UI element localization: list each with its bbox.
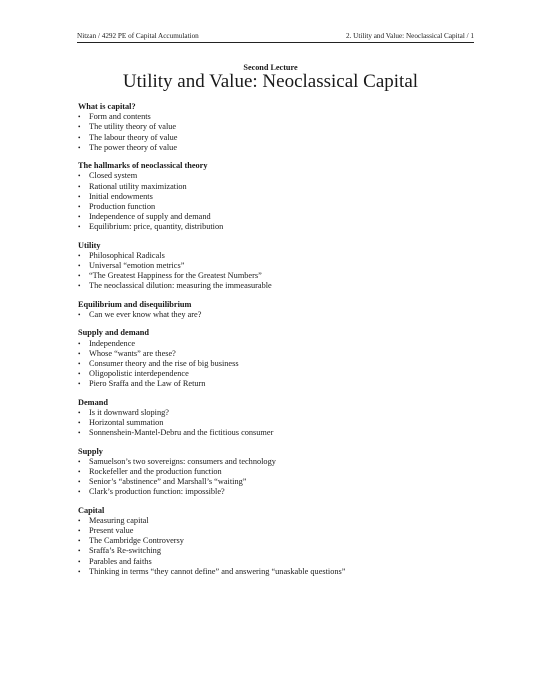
list-item-text: The labour theory of value — [89, 132, 178, 142]
list-item-text: The Cambridge Controversy — [89, 536, 184, 546]
list-item — [78, 567, 498, 577]
bullet-icon: • — [78, 192, 81, 201]
list-item-text: Is it downward sloping? — [89, 407, 169, 417]
list-item — [78, 133, 498, 143]
section-heading: Capital — [78, 505, 105, 515]
bullet-list — [78, 339, 498, 390]
list-item — [78, 428, 498, 438]
list-item-text: “The Greatest Happiness for the Greatest Numbers” — [89, 271, 262, 281]
bullet-icon: • — [78, 370, 81, 379]
list-item — [78, 261, 498, 271]
bullet-list — [78, 251, 498, 292]
list-item — [78, 192, 498, 202]
list-item-text: Philosophical Radicals — [89, 250, 165, 260]
bullet-icon: • — [78, 429, 81, 438]
bullet-icon: • — [78, 478, 81, 487]
list-item-text: Samuelson’s two sovereigns: consumers and technology — [89, 456, 276, 466]
bullet-icon: • — [78, 272, 81, 281]
outline-section — [78, 398, 498, 439]
bullet-icon: • — [78, 408, 81, 417]
bullet-icon: • — [78, 467, 81, 476]
list-item-text: Horizontal summation — [89, 418, 164, 427]
bullet-icon: • — [78, 359, 81, 368]
header-page-ref: 2. Utility and Value: Neoclassical Capital / 1 — [345, 32, 474, 40]
list-item — [78, 369, 498, 379]
list-item — [78, 339, 498, 349]
bullet-icon: • — [78, 516, 81, 525]
list-item-text: Independence — [89, 338, 136, 348]
list-item — [78, 546, 498, 556]
list-item-text: Piero Sraffa and the Law of Return — [89, 379, 206, 389]
bullet-icon: • — [78, 567, 81, 576]
bullet-list — [78, 516, 498, 577]
bullet-icon: • — [78, 380, 81, 389]
list-item-text: Present value — [89, 526, 134, 536]
list-item-text: The utility theory of value — [89, 122, 177, 132]
list-item — [78, 251, 498, 261]
list-item — [78, 536, 498, 546]
list-item — [78, 457, 498, 467]
bullet-icon: • — [78, 527, 81, 536]
bullet-icon: • — [78, 310, 81, 319]
list-item — [78, 477, 498, 487]
list-item-text: Independence of supply and demand — [89, 212, 211, 222]
bullet-icon: • — [78, 251, 81, 260]
section-heading: Supply and demand — [78, 328, 150, 338]
list-item — [78, 310, 498, 320]
bullet-icon: • — [78, 262, 81, 270]
list-item-text: Universal “emotion metrics” — [89, 261, 185, 270]
bullet-icon: • — [78, 182, 81, 191]
list-item-text: Rational utility maximization — [89, 181, 187, 191]
outline-section — [78, 328, 498, 389]
bullet-list — [78, 171, 498, 232]
list-item — [78, 557, 498, 567]
list-item — [78, 516, 498, 526]
list-item-text: Parables and faiths — [89, 556, 152, 566]
bullet-icon: • — [78, 419, 81, 427]
list-item — [78, 379, 498, 389]
list-item-text: Clark’s production function: impossible? — [89, 487, 225, 497]
list-item-text: Rockefeller and the production function — [89, 466, 222, 476]
list-item — [78, 281, 498, 291]
bullet-icon: • — [78, 223, 81, 232]
list-item — [78, 222, 498, 232]
bullet-icon: • — [78, 282, 81, 291]
bullet-icon: • — [78, 143, 81, 152]
list-item-text: Senior’s “abstinence” and Marshall’s “waiting” — [89, 477, 247, 487]
running-header — [77, 30, 474, 43]
list-item — [78, 526, 498, 536]
list-item-text: Oligopolistic interdependence — [89, 369, 189, 379]
section-heading: Utility — [78, 240, 101, 250]
list-item — [78, 112, 498, 122]
list-item-text: Consumer theory and the rise of big business — [89, 358, 239, 368]
bullet-icon: • — [78, 349, 81, 358]
list-item-text: Initial endowments — [89, 191, 153, 201]
section-heading: Supply — [78, 446, 103, 456]
page-title: Utility and Value: Neoclassical Capital — [122, 71, 419, 92]
section-heading: Equilibrium and disequilibrium — [78, 299, 192, 309]
bullet-icon: • — [78, 457, 81, 466]
list-item-text: Sraffa’s Re-switching — [89, 546, 161, 556]
bullet-list — [78, 408, 498, 439]
list-item — [78, 359, 498, 369]
list-item — [78, 271, 498, 281]
list-item-text: Thinking in terms “they cannot define” and answering “unaskable questions” — [89, 566, 346, 576]
list-item-text: Form and contents — [89, 112, 151, 122]
bullet-icon: • — [78, 339, 81, 348]
list-item-text: The power theory of value — [89, 142, 178, 152]
outline-section — [78, 447, 498, 498]
outline-section — [78, 506, 498, 577]
list-item-text: Equilibrium: price, quantity, distribution — [89, 222, 224, 232]
bullet-icon: • — [78, 123, 81, 132]
list-item-text: Can we ever know what they are? — [89, 309, 202, 319]
list-item — [78, 467, 498, 477]
bullet-list — [78, 310, 498, 320]
header-course: Nitzan / 4292 PE of Capital Accumulation — [77, 32, 199, 40]
list-item — [78, 418, 498, 428]
list-item-text: The neoclassical dilution: measuring the immeasurable — [89, 281, 272, 291]
bullet-icon: • — [78, 488, 81, 497]
list-item-text: Sonnenshein-Mantel-Debru and the fictitious consumer — [89, 428, 274, 438]
list-item — [78, 122, 498, 132]
bullet-icon: • — [78, 557, 81, 566]
outline-section — [78, 102, 498, 153]
list-item — [78, 171, 498, 181]
list-item — [78, 487, 498, 497]
bullet-icon: • — [78, 133, 81, 142]
bullet-list — [78, 457, 498, 498]
outline-section — [78, 161, 498, 232]
bullet-icon: • — [78, 172, 81, 181]
list-item — [78, 182, 498, 192]
bullet-icon: • — [78, 202, 81, 211]
lecture-label: Second Lecture — [243, 63, 298, 72]
section-heading: The hallmarks of neoclassical theory — [78, 161, 208, 171]
list-item-text: Production function — [89, 201, 156, 211]
list-item — [78, 408, 498, 418]
outline-section — [78, 241, 498, 292]
bullet-icon: • — [78, 547, 81, 556]
list-item — [78, 143, 498, 153]
list-item — [78, 212, 498, 222]
list-item-text: Closed system — [89, 171, 138, 181]
list-item — [78, 349, 498, 359]
list-item — [78, 202, 498, 212]
list-item-text: Measuring capital — [89, 515, 149, 525]
bullet-icon: • — [78, 213, 81, 222]
bullet-list — [78, 112, 498, 153]
bullet-icon: • — [78, 537, 81, 546]
section-heading: Demand — [78, 397, 108, 407]
lecture-outline — [78, 102, 498, 585]
section-heading: What is capital? — [78, 102, 136, 111]
outline-section — [78, 300, 498, 320]
list-item-text: Whose “wants” are these? — [89, 348, 176, 358]
bullet-icon: • — [78, 113, 81, 122]
